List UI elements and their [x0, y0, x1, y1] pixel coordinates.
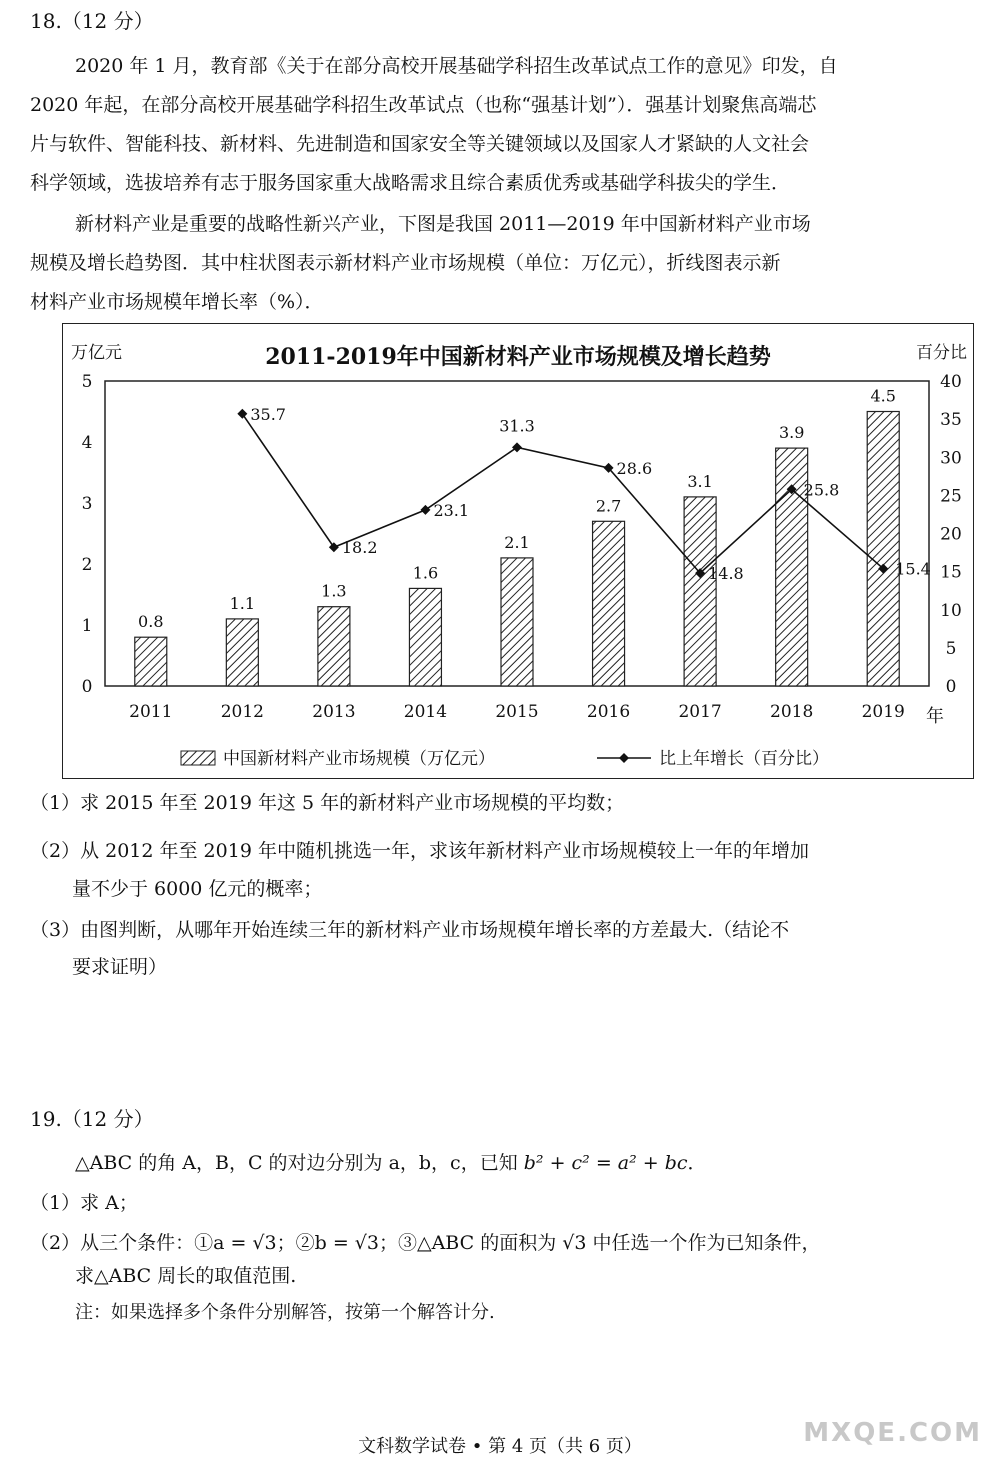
y-tick-label: 4: [81, 433, 93, 453]
bar-value-label: 2.1: [504, 532, 530, 552]
bar: [135, 637, 167, 686]
growth-point: [420, 505, 430, 515]
chart-frame: [62, 323, 974, 779]
growth-value-label: 28.6: [616, 458, 653, 478]
bar-value-label: 1.1: [229, 593, 256, 613]
legend-line-label: 比上年增长（百分比）: [659, 749, 829, 769]
growth-value-label: 25.8: [803, 480, 840, 500]
y2-tick-label: 25: [940, 486, 962, 507]
q18-question-3: （3）由图判断，从哪年开始连续三年的新材料产业市场规模年增长率的方差最大.（结论不: [30, 919, 790, 941]
y2-tick-label: 10: [940, 600, 962, 621]
page-footer: 文科数学试卷 • 第 4 页（共 6 页）: [358, 1436, 642, 1457]
bar-value-label: 2.7: [595, 496, 622, 516]
q18-intro-line: 2020 年起，在部分高校开展基础学科招生改革试点（也称“强基计划”）．强基计划聚焦高端芯: [30, 94, 817, 116]
site-watermark: MXQE.COM: [803, 1418, 982, 1448]
q19-header: 19.（12 分）: [30, 1107, 154, 1131]
q19-statement-text: △ABC 的角 A，B，C 的对边分别为 a，b，c，已知: [75, 1152, 524, 1174]
y-tick-label: 1: [81, 616, 93, 636]
y-tick-label: 0: [81, 677, 93, 697]
y2-axis-label: 百分比: [916, 343, 967, 363]
bar: [684, 497, 716, 686]
q18-question-2: （2）从 2012 年至 2019 年中随机挑选一年，求该年新材料产业市场规模较上一年的年增加: [30, 840, 809, 862]
bar-value-label: 1.6: [412, 563, 439, 583]
y2-tick-label: 20: [940, 524, 962, 545]
q19-equation: b² + c² = a² + bc: [523, 1152, 688, 1174]
bar: [226, 619, 258, 686]
legend-line-marker: [619, 753, 629, 763]
growth-point: [237, 409, 247, 419]
q19-question-1: （1）求 A；: [30, 1192, 138, 1214]
q19-statement-end: ．: [687, 1152, 707, 1174]
q18-intro-line: 科学领域，选拔培养有志于服务国家重大战略需求且综合素质优秀或基础学科拔尖的学生．: [30, 172, 791, 194]
market-chart: [63, 324, 973, 778]
x-tick-label: 2011: [129, 702, 173, 722]
y2-tick-label: 40: [940, 372, 962, 392]
q18-intro-line: 材料产业市场规模年增长率（%）．: [30, 291, 324, 313]
q19-question-2: （2）从三个条件：①a = √3；②b = √3；③△ABC 的面积为 √3 中任选一个作为已知条件，: [30, 1232, 821, 1254]
bar-value-label: 0.8: [138, 612, 164, 632]
bar: [501, 558, 533, 686]
bar-value-label: 1.3: [321, 581, 347, 601]
growth-value-label: 14.8: [708, 564, 744, 584]
bar: [409, 588, 441, 686]
legend-bar-label: 中国新材料产业市场规模（万亿元）: [223, 749, 495, 769]
bar: [867, 412, 899, 687]
q18-intro-line: 2020 年 1 月，教育部《关于在部分高校开展基础学科招生改革试点工作的意见》印发，自: [75, 55, 838, 77]
growth-value-label: 15.4: [895, 559, 931, 579]
q19-statement: [75, 1150, 707, 1176]
growth-point: [512, 442, 522, 452]
q18-header: 18.（12 分）: [30, 9, 154, 33]
growth-value-label: 23.1: [433, 500, 470, 520]
x-tick-label: 2019: [861, 702, 905, 722]
bar: [318, 607, 350, 686]
bar: [593, 521, 625, 686]
q18-intro-line: 新材料产业是重要的战略性新兴产业，下图是我国 2011—2019 年中国新材料产业市场: [75, 213, 811, 235]
y2-tick-label: 15: [940, 562, 962, 583]
x-axis-unit: 年: [926, 706, 944, 727]
x-tick-label: 2018: [770, 702, 814, 722]
x-tick-label: 2012: [220, 702, 264, 722]
x-tick-label: 2013: [312, 702, 356, 722]
y2-tick-label: 0: [945, 677, 957, 697]
q18-question-1: （1）求 2015 年至 2019 年这 5 年的新材料产业市场规模的平均数；: [30, 792, 625, 814]
x-tick-label: 2014: [403, 702, 448, 722]
x-tick-label: 2016: [586, 702, 631, 722]
q18-intro-line: 规模及增长趋势图．其中柱状图表示新材料产业市场规模（单位：万亿元），折线图表示新: [30, 252, 781, 274]
x-tick-label: 2017: [678, 702, 722, 722]
q18-question-3-cont: 要求证明）: [72, 956, 168, 978]
bar-value-label: 3.1: [687, 471, 713, 491]
q18-question-2-cont: 量不少于 6000 亿元的概率；: [72, 878, 323, 900]
y-tick-label: 2: [81, 555, 93, 575]
growth-point: [329, 542, 339, 552]
x-tick-label: 2015: [495, 702, 539, 722]
growth-value-label: 35.7: [250, 404, 286, 424]
y-axis-label: 万亿元: [71, 343, 122, 363]
y2-tick-label: 35: [940, 410, 962, 431]
growth-value-label: 18.2: [341, 538, 378, 558]
q19-question-2-cont: 求△ABC 周长的取值范围.: [75, 1265, 297, 1287]
growth-value-label: 31.3: [499, 416, 535, 436]
chart-title: 2011-2019年中国新材料产业市场规模及增长趋势: [265, 344, 771, 370]
y-tick-label: 5: [81, 372, 93, 392]
y2-tick-label: 30: [940, 448, 962, 469]
bar-value-label: 3.9: [778, 423, 805, 443]
q18-intro-line: 片与软件、智能科技、新材料、先进制造和国家安全等关键领域以及国家人才紧缺的人文社会: [30, 133, 810, 155]
q19-note: 注：如果选择多个条件分别解答，按第一个解答计分.: [75, 1302, 495, 1323]
bar-value-label: 4.5: [870, 386, 896, 406]
y2-tick-label: 5: [945, 638, 957, 659]
y-tick-label: 3: [81, 494, 93, 514]
legend-bar-swatch: [181, 751, 215, 765]
